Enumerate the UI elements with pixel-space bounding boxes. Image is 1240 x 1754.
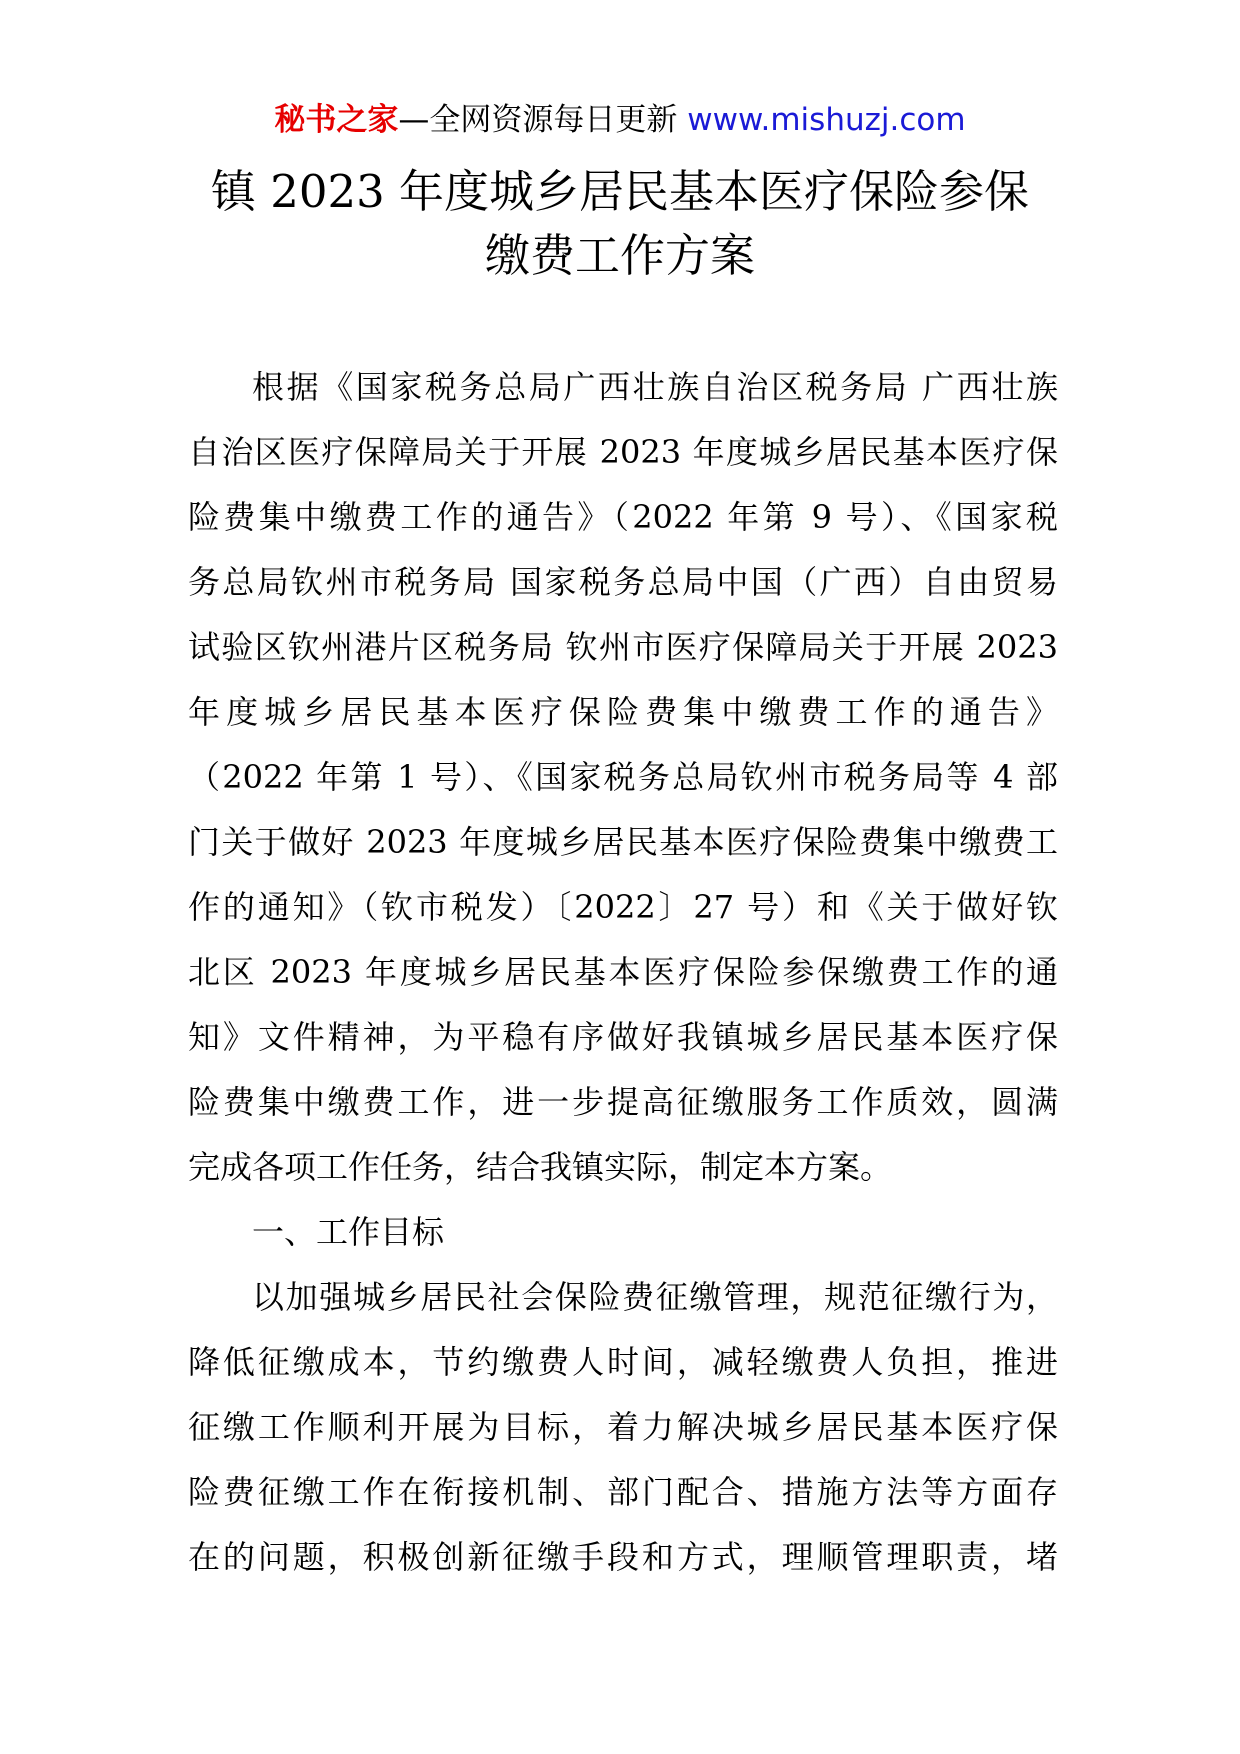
brand-name: 秘书之家 [274,102,399,138]
site-banner [0,100,1240,140]
paragraph-line: 以加强城乡居民社会保险费征缴管理，规范征缴行为， [252,1278,1058,1316]
site-url-link[interactable]: www.mishuzj.com [687,102,966,138]
banner-tagline: —全网资源每日更新 [398,102,688,138]
paragraph-line: 险费集中缴费工作的通告》（2022 年第 9 号）、《国家税 [188,498,1058,536]
paragraph-line: 征缴工作顺利开展为目标，着力解决城乡居民基本医疗保 [188,1408,1058,1446]
paragraph-line: 门关于做好 2023 年度城乡居民基本医疗保险费集中缴费工 [188,823,1058,861]
paragraph-line: 北区 2023 年度城乡居民基本医疗保险参保缴费工作的通 [188,953,1058,991]
document-body [188,355,1058,1590]
paragraph-line: 降低征缴成本，节约缴费人时间，减轻缴费人负担，推进 [188,1343,1058,1381]
paragraph-line: 作的通知》（钦市税发）〔2022〕27 号）和《关于做好钦 [188,888,1058,926]
paragraph-line: 险费征缴工作在衔接机制、部门配合、措施方法等方面存 [188,1473,1058,1511]
paragraph-2 [188,1265,1058,1590]
paragraph-line: 务总局钦州市税务局 国家税务总局中国（广西）自由贸易 [188,563,1058,601]
paragraph-line: 自治区医疗保障局关于开展 2023 年度城乡居民基本医疗保 [188,433,1058,471]
paragraph-line: 在的问题，积极创新征缴手段和方式，理顺管理职责，堵 [188,1538,1058,1576]
title-line-1: 镇 2023 年度城乡居民基本医疗保险参保 [210,165,1030,218]
paragraph-line: 试验区钦州港片区税务局 钦州市医疗保障局关于开展 2023 [188,628,1058,666]
document-title [140,160,1100,288]
paragraph-1 [188,355,1058,1200]
paragraph-line: 险费集中缴费工作，进一步提高征缴服务工作质效，圆满 [188,1083,1058,1121]
paragraph-line: （2022 年第 1 号）、《国家税务总局钦州市税务局等 4 部 [188,758,1058,796]
section-heading-goals: 一、工作目标 [252,1213,445,1251]
title-line-2: 缴费工作方案 [484,229,755,282]
paragraph-line: 知》文件精神，为平稳有序做好我镇城乡居民基本医疗保 [188,1018,1058,1056]
paragraph-line: 完成各项工作任务，结合我镇实际，制定本方案。 [188,1148,893,1186]
paragraph-line: 年度城乡居民基本医疗保险费集中缴费工作的通告》 [188,693,1058,731]
paragraph-line: 根据《国家税务总局广西壮族自治区税务局 广西壮族 [252,368,1058,406]
